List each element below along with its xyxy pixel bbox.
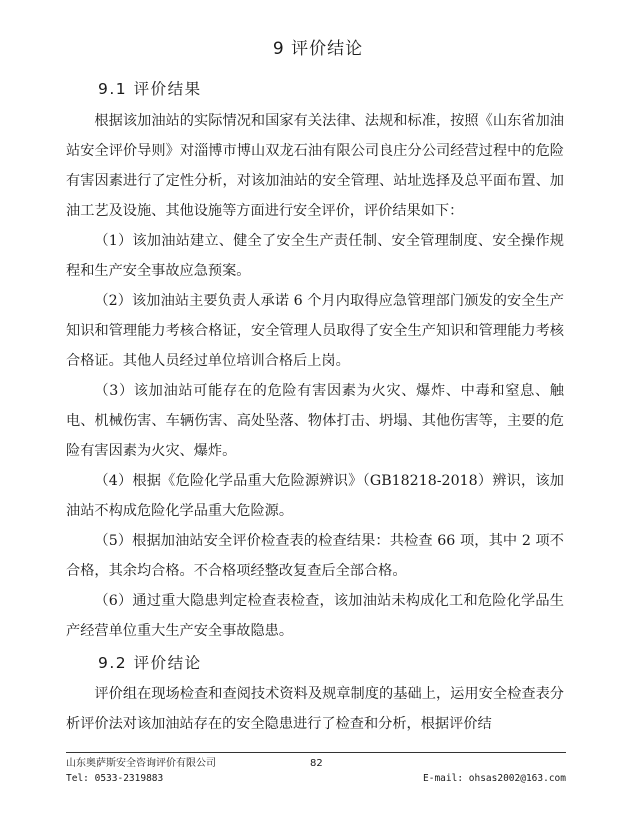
conclusion-body [66, 679, 564, 739]
result-item-5: （5）根据加油站安全评价检查表的检查结果：共检查 66 项，其中 2 项不合格，其余均合格。不合格项经整改复查后全部合格。 [66, 533, 564, 579]
section-heading-results: 9.1 评价结果 [98, 80, 202, 98]
section-heading-conclusion: 9.2 评价结论 [98, 654, 202, 672]
result-item-6: （6）通过重大隐患判定检查表检查，该加油站未构成化工和危险化学品生产经营单位重大生产安全事故隐患。 [66, 593, 564, 639]
result-item-4: （4）根据《危险化学品重大危险源辨识》（GB18218-2018）辨识，该加油站不构成危险化学品重大危险源。 [66, 473, 564, 519]
intro-paragraph: 根据该加油站的实际情况和国家有关法律、法规和标准，按照《山东省加油站安全评价导则》对淄博市博山双龙石油有限公司良庄分公司经营过程中的危险有害因素进行了定性分析，对该加油站的安全管理、站址选择及总平面布置、加油工艺及设施、其他设施等方面进行安全评价，评价结果如下： [66, 113, 564, 219]
footer-tel: Tel: 0533-2319883 [66, 773, 164, 784]
results-body [66, 106, 564, 646]
result-item-1: （1）该加油站建立、健全了安全生产责任制、安全管理制度、安全操作规程和生产安全事故应急预案。 [66, 233, 564, 279]
footer-email: E-mail: ohsas2002@163.com [423, 773, 566, 784]
result-item-3: （3）该加油站可能存在的危险有害因素为火灾、爆炸、中毒和窒息、触电、机械伤害、车辆伤害、高处坠落、物体打击、坍塌、其他伤害等，主要的危险有害因素为火灾、爆炸。 [66, 383, 564, 459]
conclusion-paragraph: 评价组在现场检查和查阅技术资料及规章制度的基础上，运用安全检查表分析评价法对该加油站存在的安全隐患进行了检查和分析，根据评价结 [66, 686, 564, 732]
page-footer [66, 752, 566, 784]
footer-company: 山东奥萨斯安全咨询评价有限公司 [66, 758, 216, 769]
footer-page-number: 82 [310, 758, 323, 769]
result-item-2: （2）该加油站主要负责人承诺 6 个月内取得应急管理部门颁发的安全生产知识和管理能力考核合格证，安全管理人员取得了安全生产知识和管理能力考核合格证。其他人员经过单位培训合格后上岗。 [66, 293, 564, 369]
chapter-title: 9 评价结论 [272, 39, 364, 59]
